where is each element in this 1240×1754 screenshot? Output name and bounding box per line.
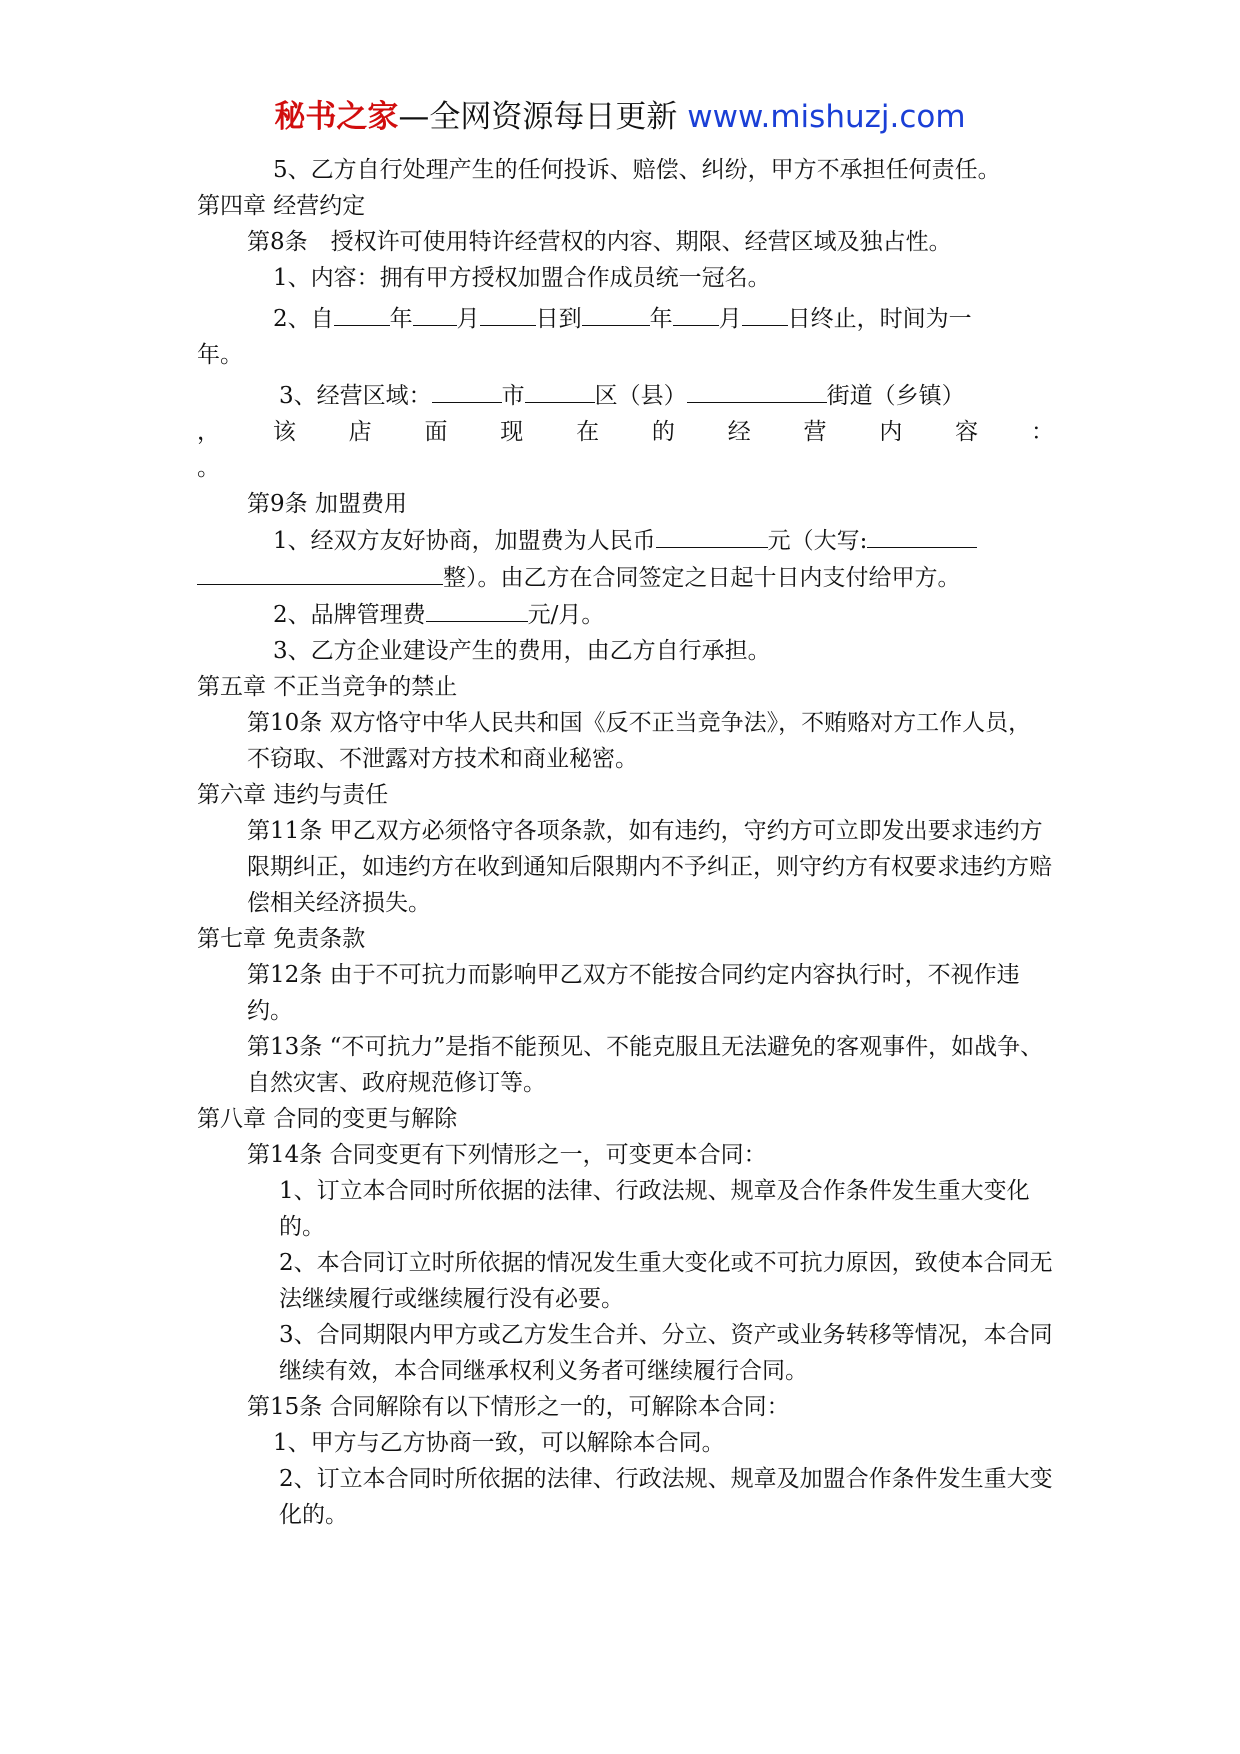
article-8-item-2: [197, 300, 1054, 337]
text-segment: 市: [501, 383, 525, 409]
contract-body: [197, 152, 1054, 1533]
spread-char: 在: [576, 419, 600, 445]
article-9-heading: 第9条 加盟费用: [247, 491, 407, 517]
article-8-item-3-end: 。: [197, 455, 220, 481]
text-segment: 2、自: [273, 306, 334, 332]
text-segment: 元/月。: [527, 602, 605, 628]
article-9-item-1-cont: [197, 559, 1054, 596]
day-blank: [742, 300, 788, 326]
site-slogan: —全网资源每日更新: [398, 99, 688, 135]
spread-char: 店: [348, 419, 372, 445]
text-segment: 街道（乡镇）: [826, 383, 965, 409]
clause-item-5: 5、乙方自行处理产生的任何投诉、赔偿、纠纷，甲方不承担任何责任。: [273, 157, 1001, 183]
spread-char: 经: [727, 419, 751, 445]
spread-char: 的: [651, 419, 675, 445]
article-9-item-1: [197, 522, 1054, 559]
fee-capital-blank: [197, 559, 443, 585]
month-blank: [673, 300, 719, 326]
article-15-heading: 第15条 合同解除有以下情形之一的，可解除本合同：: [247, 1394, 790, 1420]
site-brand: 秘书之家: [274, 99, 399, 135]
text-segment: 月: [718, 306, 742, 332]
chapter-5-heading: 第五章 不正当竞争的禁止: [197, 674, 458, 700]
spread-char: ，: [197, 419, 220, 445]
site-header: [0, 97, 1240, 137]
article-8-heading: 第8条 授权许可使用特许经营权的内容、期限、经营区域及独占性。: [247, 229, 952, 255]
article-8-item-1: 1、内容：拥有甲方授权加盟合作成员统一冠名。: [273, 265, 771, 291]
day-blank: [480, 300, 536, 326]
site-url-link[interactable]: www.mishuzj.com: [687, 99, 966, 135]
text-segment: 1、经双方友好协商，加盟费为人民币: [273, 528, 656, 554]
article-14-heading: 第14条 合同变更有下列情形之一，可变更本合同：: [247, 1142, 767, 1168]
brand-fee-blank: [426, 596, 528, 622]
article-14-item-3: 3、合同期限内甲方或乙方发生合并、分立、资产或业务转移等情况，本合同继续有效，本合同继承权利义务者可继续履行合同。: [279, 1322, 1053, 1384]
city-blank: [432, 377, 502, 403]
text-segment: 年: [649, 306, 673, 332]
year-blank: [582, 300, 650, 326]
month-blank: [413, 300, 457, 326]
fee-capital-blank: [867, 522, 977, 548]
year-blank: [334, 300, 390, 326]
article-8-item-2-end: 年。: [197, 342, 243, 368]
article-10: 第10条 双方恪守中华人民共和国《反不正当竞争法》，不贿赂对方工作人员，不窃取、不泄露对方技术和商业秘密。: [247, 710, 1032, 772]
text-segment: 整）。由乙方在合同签定之日起十日内支付给甲方。: [443, 565, 961, 591]
fee-amount-blank: [656, 522, 768, 548]
article-8-item-3-spread: [197, 414, 1054, 450]
spread-char: 内: [879, 419, 903, 445]
spread-char: 面: [424, 419, 448, 445]
chapter-7-heading: 第七章 免责条款: [197, 926, 366, 952]
text-segment: 日终止，时间为一: [787, 306, 972, 332]
text-segment: 2、品牌管理费: [273, 602, 426, 628]
article-15-item-1: 1、甲方与乙方协商一致，可以解除本合同。: [273, 1430, 725, 1456]
article-9-item-3: 3、乙方企业建设产生的费用，由乙方自行承担。: [273, 638, 771, 664]
spread-char: 容: [955, 419, 979, 445]
chapter-6-heading: 第六章 违约与责任: [197, 782, 389, 808]
text-segment: 区（县）: [594, 383, 687, 409]
spread-char: 该: [272, 419, 296, 445]
chapter-8-heading: 第八章 合同的变更与解除: [197, 1106, 458, 1132]
article-13: 第13条 “不可抗力”是指不能预见、不能克服且无法避免的客观事件，如战争、自然灾害、政府规范修订等。: [247, 1034, 1044, 1096]
text-segment: 元（大写:: [767, 528, 868, 554]
spread-char: ：: [1030, 419, 1054, 445]
text-segment: 月: [456, 306, 480, 332]
article-8-item-3: [197, 377, 1054, 414]
article-14-item-1: 1、订立本合同时所依据的法律、行政法规、规章及合作条件发生重大变化的。: [279, 1178, 1030, 1240]
article-12: 第12条 由于不可抗力而影响甲乙双方不能按合同约定内容执行时，不视作违约。: [247, 962, 1020, 1024]
article-15-item-2: 2、订立本合同时所依据的法律、行政法规、规章及加盟合作条件发生重大变化的。: [279, 1466, 1053, 1528]
text-segment: 3、经营区域：: [279, 383, 432, 409]
chapter-4-heading: 第四章 经营约定: [197, 193, 366, 219]
article-14-item-2: 2、本合同订立时所依据的情况发生重大变化或不可抗力原因，致使本合同无法继续履行或继续履行没有必要。: [279, 1250, 1053, 1312]
text-segment: 年: [389, 306, 413, 332]
article-9-item-2: [197, 596, 1054, 633]
article-11: 第11条 甲乙双方必须恪守各项条款，如有违约，守约方可立即发出要求违约方限期纠正，如违约方在收到通知后限期内不予纠正，则守约方有权要求违约方赔偿相关经济损失。: [247, 818, 1052, 916]
text-segment: 日到: [535, 306, 582, 332]
spread-char: 营: [803, 419, 827, 445]
district-blank: [525, 377, 595, 403]
street-blank: [687, 377, 827, 403]
spread-char: 现: [500, 419, 524, 445]
